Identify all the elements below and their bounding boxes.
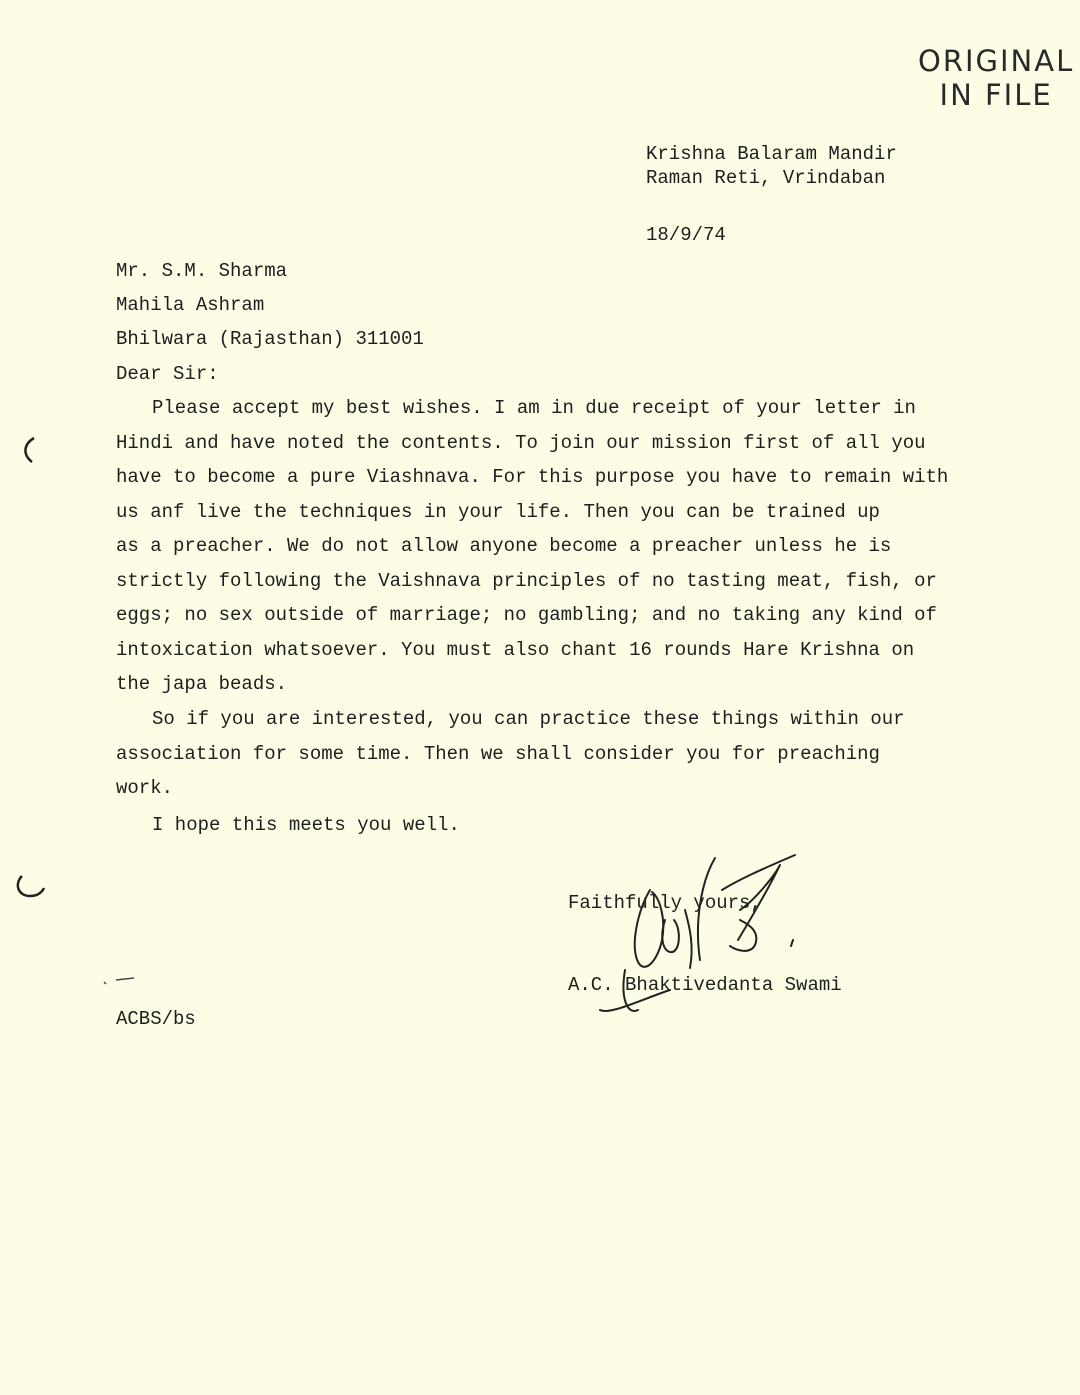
- body-line: Hindi and have noted the contents. To join our mission first of all you: [116, 431, 926, 454]
- body-line: strictly following the Vaishnava principles of no tasting meat, fish, or: [116, 569, 937, 592]
- body-line: association for some time. Then we shall consider you for preaching: [116, 742, 880, 765]
- stamp-line-2: IN FILE: [939, 78, 1053, 112]
- body-line: So if you are interested, you can practice these things within our: [152, 708, 905, 730]
- sender-address-line-1: Krishna Balaram Mandir: [646, 143, 897, 165]
- sender-address-line-2: Raman Reti, Vrindaban: [646, 167, 886, 189]
- body-line: intoxication whatsoever. You must also chant 16 rounds Hare Krishna on: [116, 638, 915, 661]
- recipient-name: Mr. S.M. Sharma: [116, 260, 288, 282]
- letter-date: 18/9/74: [646, 224, 726, 246]
- recipient-city: Bhilwara (Rajasthan) 311001: [116, 328, 424, 350]
- signer-name: A.C. Bhaktivedanta Swami: [568, 974, 842, 996]
- salutation: Dear Sir:: [116, 363, 219, 385]
- binder-hole-mark-bottom: [12, 872, 48, 902]
- stamp-line-1: ORIGINAL: [918, 44, 1075, 78]
- reference-initials: ACBS/bs: [116, 1008, 196, 1030]
- body-line: have to become a pure Viashnava. For this purpose you have to remain with: [116, 466, 949, 488]
- handwritten-signature: [590, 850, 820, 1030]
- closing: Faithfully yours,: [568, 892, 762, 914]
- recipient-organization: Mahila Ashram: [116, 294, 265, 316]
- body-line: eggs; no sex outside of marriage; no gambling; and no taking any kind of: [116, 604, 937, 626]
- body-paragraph-3: I hope this meets you well.: [152, 814, 460, 836]
- binder-hole-mark-top: [10, 430, 40, 470]
- body-line: the japa beads.: [116, 673, 288, 695]
- body-line: work.: [116, 777, 174, 799]
- body-line: as a preacher. We do not allow anyone become a preacher unless he is: [116, 535, 892, 557]
- original-in-file-stamp: [918, 44, 1074, 112]
- body-line: Please accept my best wishes. I am in due receipt of your letter in: [152, 397, 916, 419]
- body-line: us anf live the techniques in your life. Then you can be trained up: [116, 500, 880, 523]
- scan-speck: [100, 972, 140, 992]
